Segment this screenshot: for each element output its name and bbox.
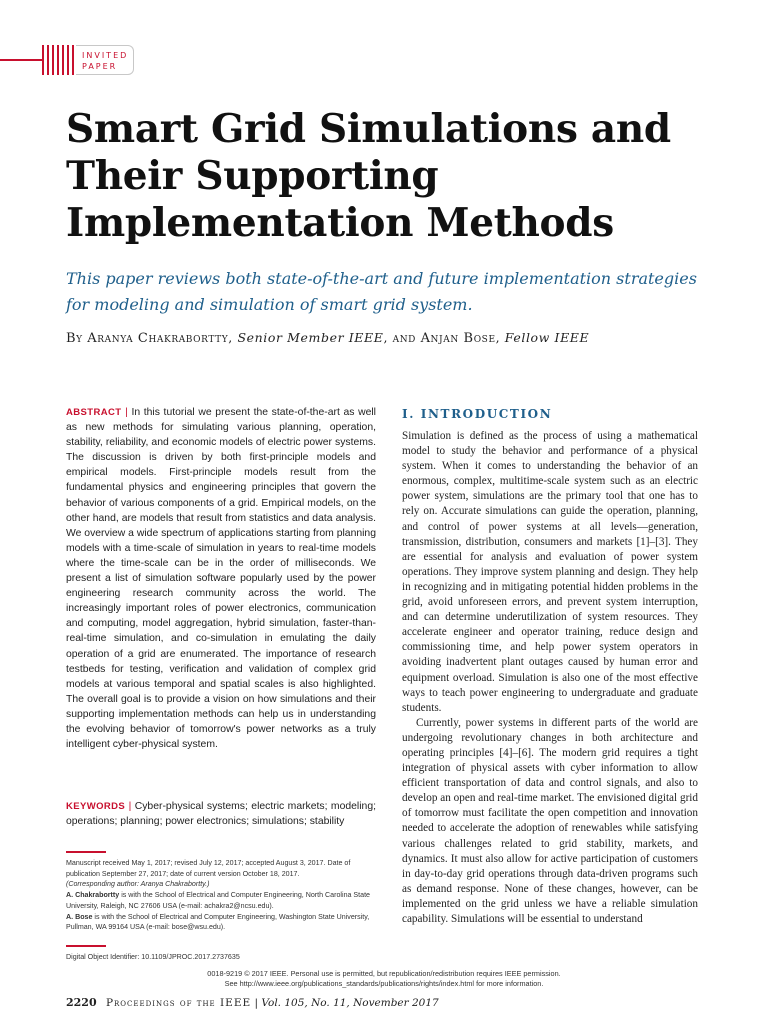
page-number: 2220 [66, 996, 97, 1009]
journal-name: Proceedings of the IEEE [105, 997, 252, 1009]
author-1-name: Aranya Chakrabortty [87, 331, 229, 346]
copyright-notice [66, 969, 702, 988]
badge-line-2: PAPER [82, 62, 118, 71]
abstract-text: In this tutorial we present the state-of-the-art as well as new methods for simulating various planning, operation, stability, reliability, and economic models of electric power systems. The discussion is driven by both first-principle models and empirical models. First-principle models result from the fundamental physics and engineering principles that govern the behavior of various components of a grid. Empirical models, on the other hand, are models that result from statistics and data analysis. We overview a wide spectrum of applications starting from planning models with a time-scale of simulation in years to real-time models where the time-scale can be in the order of milliseconds. We present a list of simulation software popularly used by the power engineering research community across the world. The increasingly important roles of power electronics, communication and computing, model aggregation, hybrid simulation, faster-than-real-time simulation, and co-simulation in emulating the daily operation of a grid are enumerated. The importance of research testbeds for testing, verification and validation of complex grid models at various temporal and spatial scales is also highlighted. The overall goal is to provide a vision on how simulations and their supporting implementation methods can help us in understanding the evolving behavior of tomorrow's power networks as a truly intelligent cyber-physical system. [66, 407, 376, 751]
invited-paper-barcode-icon [0, 45, 76, 75]
intro-paragraph-1: Simulation is defined as the process of using a mathematical model to study the behavior and performance of a physical system. When it comes to understanding the behavior of an enormous, complex, multitime-scale system such as an electric power system, simulations are the primary tool that one has to rely on. Accurate simulations can guide the operation, planning, and control of power systems at all levels—generation, transmission, distribution, consumers and markets [1]–[3]. They are essential for analysis and evaluation of power system operations. They improve system planning and design. They help in recognizing and in mitigating potential hidden problems in the grid, avoid unforeseen errors, and prevent system interruption, and can determine underutilization of system resources. They accelerate engineer and operator training, reduce design and commissioning time, and help power system operators in avoiding inadvertent plant outages caused by human error and equipment overload. Simulation is also one of the most effective ways to teach power engineering to undergraduate and graduate students. [402, 430, 698, 714]
and-label: and [392, 331, 416, 346]
invited-paper-badge [76, 45, 134, 75]
section-heading-introduction: I. INTRODUCTION [402, 407, 553, 421]
copyright-line-1: 0018-9219 © 2017 IEEE. Personal use is permitted, but republication/redistribution requires IEEE permission. [207, 969, 561, 978]
keywords-separator: | [128, 801, 132, 812]
author-2-role: Fellow IEEE [504, 330, 590, 345]
footer-separator: | [251, 997, 262, 1009]
footnote-author-1-name: A. Chakrabortty [66, 891, 120, 900]
doi-divider [66, 945, 106, 947]
abstract-label: ABSTRACT [66, 407, 122, 418]
keywords-label: KEYWORDS [66, 801, 126, 812]
footnote-divider [66, 851, 106, 853]
journal-volume: Vol. 105, No. 11, November 2017 [261, 997, 439, 1009]
footnote [66, 858, 376, 933]
footnote-corresponding: (Corresponding author: Aranya Chakrabortty.) [66, 880, 210, 889]
copyright-line-2: See http://www.ieee.org/publications_standards/publications/rights/index.html for more information. [224, 978, 544, 988]
intro-paragraph-2: Currently, power systems in different parts of the world are undergoing revolutionary changes in both architecture and operating principles [4]–[6]. The modern grid requires a tight integration of physical assets with cyber information to allow efficient transportation of data and control signals, and also to develop an open and real-time market. The envisioned digital grid of tomorrow must facilitate the open competition and innovation needed to accelerate the adoption of renewables while satisfying various challenges related to grid stability, markets, and dynamics. It must also allow for active participation of customers in day-to-day grid operations through data-driven programs such as demand response. None of these changes, however, can be implemented on the grid unless we have a reliable simulation capability. Simulations will be essential to understand [402, 716, 698, 925]
author-2-name: Anjan Bose [420, 331, 496, 346]
keywords-text: Cyber-physical systems; electric markets; modeling; operations; planning; power electronics; simulations; stability [66, 801, 376, 828]
doi: Digital Object Identifier: 10.1109/JPROC.2017.2737635 [66, 953, 240, 961]
footnote-author-1-affiliation: is with the School of Electrical and Computer Engineering, North Carolina State University, Raleigh, NC 27606 USA (e-mail: achakra2@ncsu.edu). [66, 891, 370, 910]
author-line: By Aranya Chakrabortty, Senior Member IEEE, and Anjan Bose, Fellow IEEE [66, 330, 590, 346]
footnote-author-2-name: A. Bose [66, 912, 93, 921]
abstract [66, 405, 376, 752]
paper-subtitle: This paper reviews both state-of-the-art and future implementation strategies for modeling and simulation of smart grid system. [66, 269, 697, 314]
keywords [66, 799, 376, 829]
by-label: By [66, 331, 83, 346]
footnote-dates: Manuscript received May 1, 2017; revised July 12, 2017; accepted August 3, 2017. Date of publication September 27, 2017; date of current version October 18, 2017. [66, 859, 351, 878]
badge-line-1: INVITED [82, 51, 129, 60]
introduction-body [402, 429, 698, 927]
paper-title: Smart Grid Simulations and Their Supporting Implementation Methods [66, 106, 671, 246]
footnote-author-2-affiliation: is with the School of Electrical and Computer Engineering, Washington State University, Pullman, WA 99164 USA (e-mail: bose@wsu.edu). [66, 912, 370, 932]
author-1-role: Senior Member IEEE [237, 330, 384, 345]
page-footer [66, 996, 726, 1009]
abstract-separator: | [125, 407, 128, 418]
